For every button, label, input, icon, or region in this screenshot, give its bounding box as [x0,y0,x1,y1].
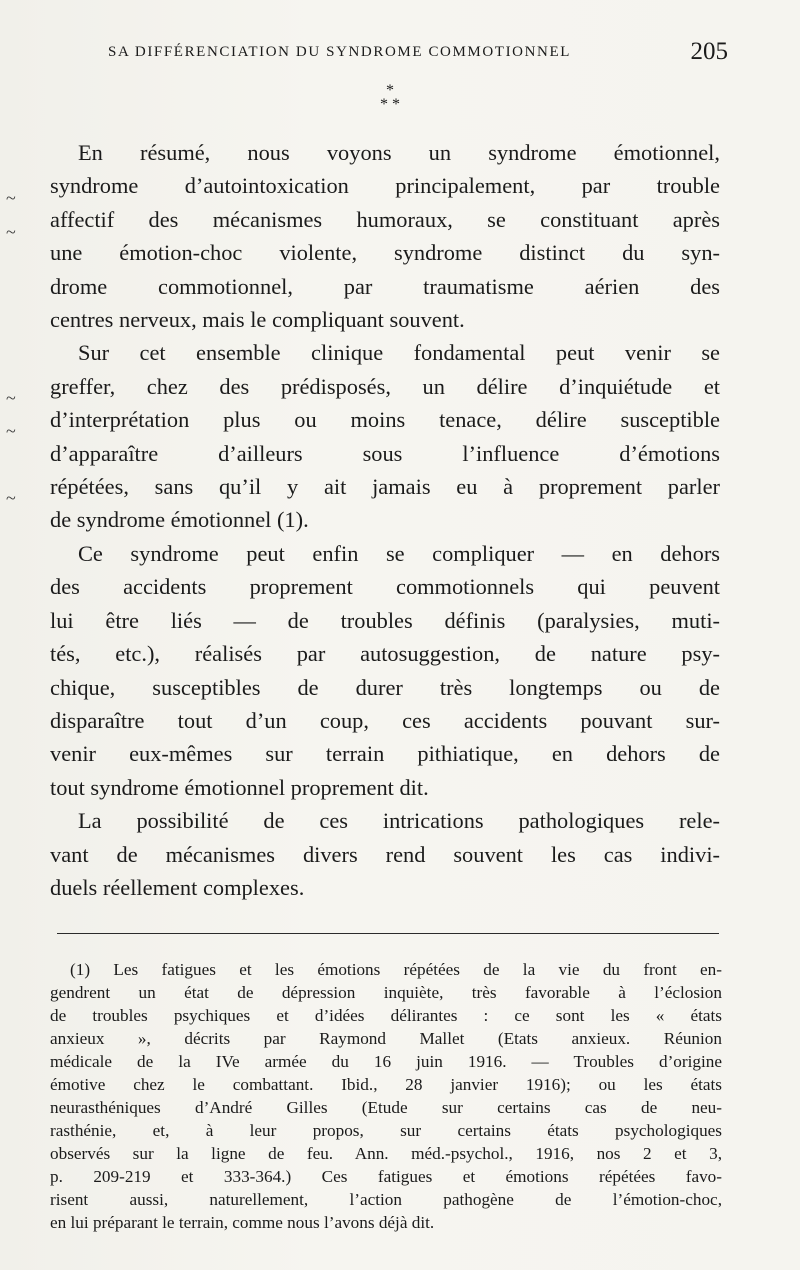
footnote-line: gendrent un état de dépression inquiète, très favorable à l’éclosion [50,983,722,1002]
text-line: de syndrome émotionnel (1). [50,507,309,533]
footnote-line: anxieux », décrits par Raymond Mallet (Etats anxieux. Réunion [50,1029,722,1048]
footnote-line: p. 209-219 et 333-364.) Ces fatigues et émotions répétées favo- [50,1167,722,1186]
text-line: vant de mécanismes divers rend souvent les cas indivi- [50,841,720,867]
text-line: une émotion-choc violente, syndrome distinct du syn- [50,240,720,266]
text-line: tout syndrome émotionnel proprement dit. [50,774,429,800]
asterism-bottom: * * [380,96,400,113]
margin-mark: ~ [6,388,16,408]
footnote-line: neurasthéniques d’André Gilles (Etude sur certains cas de neu- [50,1098,722,1117]
text-line: Sur cet ensemble clinique fondamental peut venir se [78,340,720,366]
margin-mark: ~ [6,421,16,441]
footnote-line: rasthénie, et, à leur propos, sur certains états psychologiques [50,1121,722,1140]
text-line: duels réellement complexes. [50,874,305,900]
text-line: venir eux-mêmes sur terrain pithiatique, en dehors de [50,741,720,767]
footnote-line: risent aussi, naturellement, l’action pathogène de l’émotion-choc, [50,1190,722,1209]
margin-annotations [0,0,50,1270]
footnote-line: (1) Les fatigues et les émotions répétées de la vie du front en- [70,960,722,979]
text-line: Ce syndrome peut enfin se compliquer — en dehors [78,540,720,566]
asterism-top: * [386,82,394,99]
text-line: En résumé, nous voyons un syndrome émotionnel, [78,140,720,165]
running-title: SA DIFFÉRENCIATION DU SYNDROME COMMOTIONNEL [108,44,571,60]
paragraph [50,136,720,336]
section-break-asterisks [360,84,420,124]
page-number: 205 [690,38,728,65]
text-line: répétées, sans qu’il y ait jamais eu à proprement parler [50,474,720,500]
text-line: drome commotionnel, par traumatisme aérien des [50,273,720,299]
text-line: tés, etc.), réalisés par autosuggestion, de nature psy- [50,641,720,667]
paragraph [50,804,720,904]
text-line: disparaître tout d’un coup, ces accidents pouvant sur- [50,707,720,733]
text-line: chique, susceptibles de durer très longtemps ou de [50,674,720,700]
margin-mark: ~ [6,488,16,508]
footnote-line: en lui préparant le terrain, comme nous l’avons déjà dit. [50,1213,435,1232]
footnote-line: observés sur la ligne de feu. Ann. méd.-psychol., 1916, nos 2 et 3, [50,1144,722,1163]
text-line: d’apparaître d’ailleurs sous l’influence d’émotions [50,440,720,466]
footnote-line: médicale de la IVe armée du 16 juin 1916. — Troubles d’origine [50,1052,722,1071]
body-text [50,136,720,904]
text-line: affectif des mécanismes humoraux, se constituant après [50,206,720,232]
running-header [108,38,728,68]
text-line: lui être liés — de troubles définis (paralysies, muti- [50,607,720,633]
text-line: La possibilité de ces intrications pathologiques rele- [78,808,720,834]
text-line: des accidents proprement commotionnels qui peuvent [50,574,720,600]
text-line: d’interprétation plus ou moins tenace, délire susceptible [50,407,720,433]
footnote-line: émotive chez le combattant. Ibid., 28 janvier 1916); ou les états [50,1075,722,1094]
paragraph [50,537,720,804]
footnote-line: de troubles psychiques et d’idées délirantes : ce sont les « états [50,1006,722,1025]
footnote [50,958,722,1234]
footnote-separator [57,933,719,934]
paragraph [50,336,720,536]
margin-mark: ~ [6,222,16,242]
text-line: greffer, chez des prédisposés, un délire d’inquiétude et [50,373,720,399]
text-line: syndrome d’autointoxication principalement, par trouble [50,173,720,199]
margin-mark: ~ [6,188,16,208]
text-line: centres nerveux, mais le compliquant souvent. [50,307,465,333]
